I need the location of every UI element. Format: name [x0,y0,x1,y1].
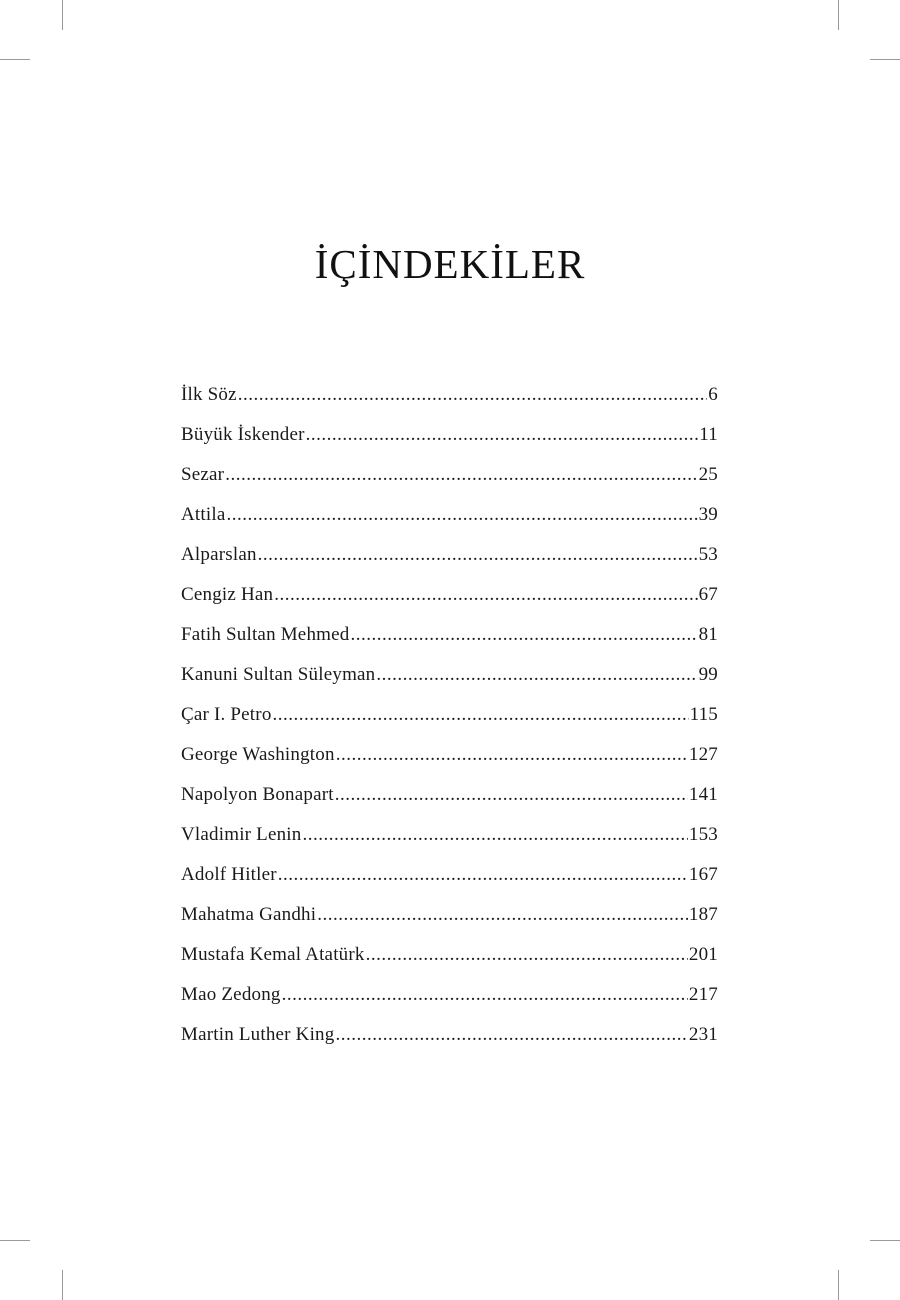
toc-leader-dots [376,664,697,686]
toc-entry[interactable] [181,624,718,664]
toc-entry[interactable] [181,784,718,824]
toc-entry-label: Cengiz Han [181,584,274,605]
toc-leader-dots [336,744,688,766]
crop-mark-top-left-vertical [62,0,63,30]
toc-entry-label: George Washington [181,744,335,765]
toc-entry-label: Mahatma Gandhi [181,904,317,925]
toc-leader-dots [238,384,708,406]
toc-entry-page: 231 [688,1024,718,1045]
toc-entry[interactable] [181,464,718,504]
toc-entry-page: 81 [698,624,718,645]
toc-entry-page: 141 [688,784,718,805]
toc-entry[interactable] [181,1024,718,1064]
toc-entry-label: Çar I. Petro [181,704,272,725]
crop-mark-bottom-left-horizontal [0,1240,30,1241]
toc-entry-label: Alparslan [181,544,257,565]
toc-entry-page: 115 [689,704,718,725]
toc-entry-page: 25 [698,464,718,485]
toc-entry-page: 217 [688,984,718,1005]
toc-entry-label: Napolyon Bonapart [181,784,334,805]
toc-entry-label: Attila [181,504,226,525]
toc-entry[interactable] [181,944,718,984]
toc-entry[interactable] [181,584,718,624]
toc-entry[interactable] [181,704,718,744]
toc-leader-dots [317,904,688,926]
toc-entry-label: Martin Luther King [181,1024,335,1045]
toc-leader-dots [273,704,689,726]
crop-mark-bottom-right-vertical [838,1270,839,1300]
toc-entry-page: 39 [698,504,718,525]
toc-entry-label: Adolf Hitler [181,864,277,885]
toc-entry[interactable] [181,664,718,704]
toc-entry[interactable] [181,544,718,584]
toc-entry-label: Mustafa Kemal Atatürk [181,944,365,965]
toc-leader-dots [302,824,687,846]
toc-entry-label: İlk Söz [181,384,237,405]
crop-mark-top-left-horizontal [0,59,30,60]
toc-entry-label: Sezar [181,464,225,485]
toc-entry[interactable] [181,984,718,1024]
toc-entry[interactable] [181,744,718,784]
toc-entry-page: 187 [688,904,718,925]
toc-leader-dots [226,504,697,526]
toc-entry-label: Fatih Sultan Mehmed [181,624,350,645]
toc-entry-page: 127 [688,744,718,765]
toc-leader-dots [366,944,688,966]
toc-entry[interactable] [181,864,718,904]
toc-entry-label: Büyük İskender [181,424,305,445]
toc-leader-dots [282,984,688,1006]
toc-entry-label: Mao Zedong [181,984,281,1005]
toc-leader-dots [335,1024,687,1046]
crop-mark-bottom-right-horizontal [870,1240,900,1241]
toc-entry-page: 167 [688,864,718,885]
page-title: İÇİNDEKİLER [314,241,586,287]
toc-leader-dots [306,424,699,446]
toc-leader-dots [350,624,697,646]
crop-mark-bottom-left-vertical [62,1270,63,1300]
toc-entry-label: Kanuni Sultan Süleyman [181,664,376,685]
toc-entry[interactable] [181,424,718,464]
toc-entry-page: 99 [698,664,718,685]
toc-leader-dots [274,584,697,606]
crop-mark-top-right-vertical [838,0,839,30]
toc-entry-page: 53 [698,544,718,565]
toc-entry-page: 153 [688,824,718,845]
toc-entry-page: 11 [699,424,718,445]
table-of-contents [181,384,718,1064]
toc-leader-dots [258,544,698,566]
toc-entry[interactable] [181,824,718,864]
toc-leader-dots [335,784,688,806]
toc-entry[interactable] [181,904,718,944]
toc-leader-dots [225,464,697,486]
toc-entry[interactable] [181,384,718,424]
toc-entry-page: 6 [708,384,718,405]
toc-entry-label: Vladimir Lenin [181,824,302,845]
toc-entry-page: 201 [688,944,718,965]
toc-entry-page: 67 [698,584,718,605]
toc-entry[interactable] [181,504,718,544]
toc-leader-dots [278,864,688,886]
crop-mark-top-right-horizontal [870,59,900,60]
